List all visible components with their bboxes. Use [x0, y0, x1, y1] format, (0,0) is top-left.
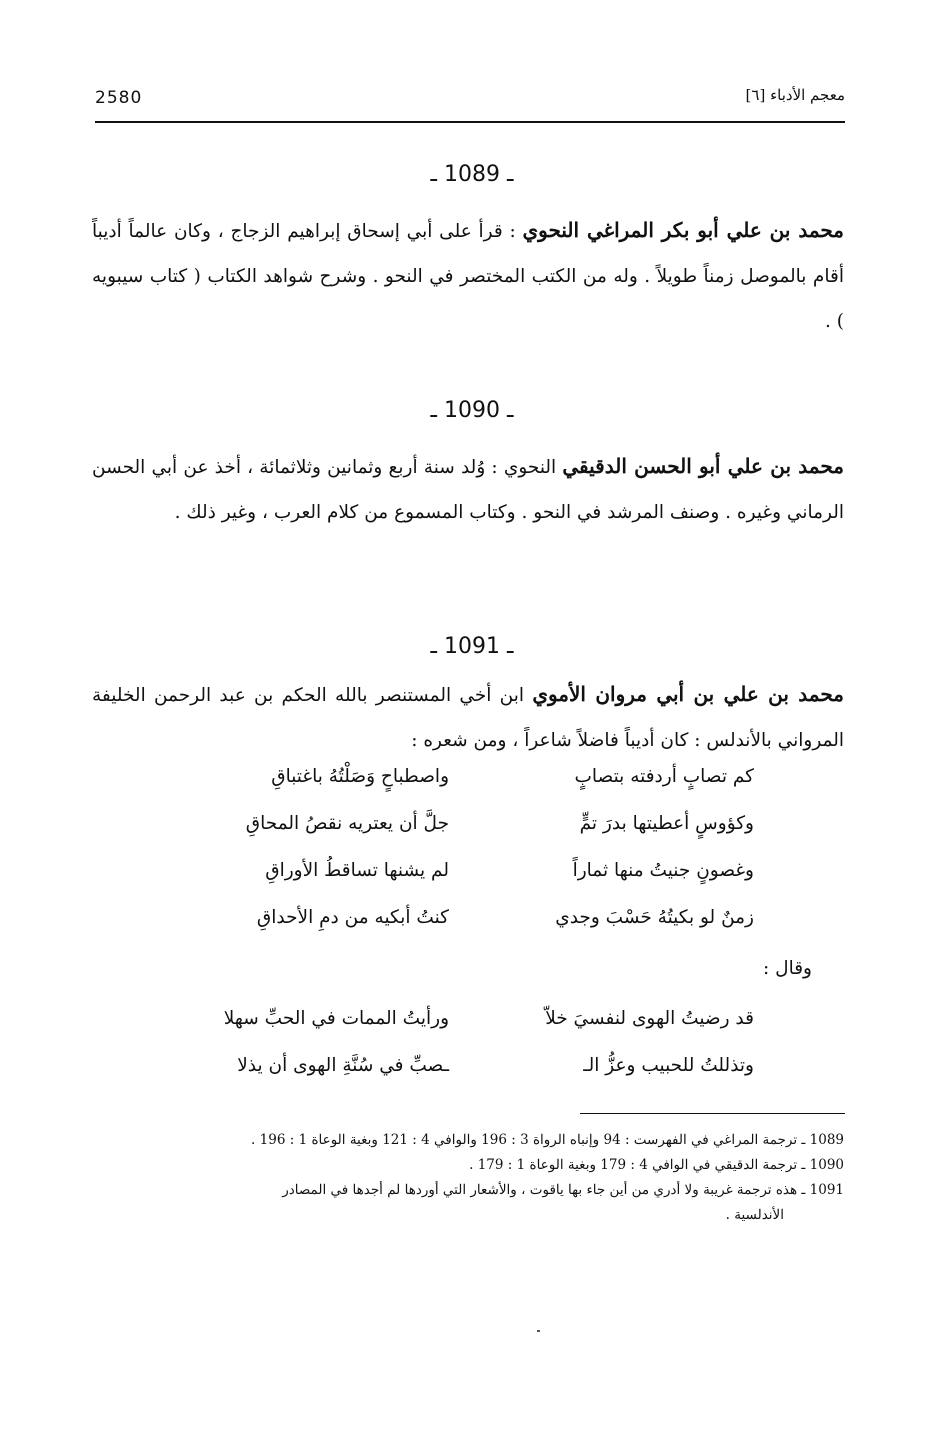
footnote-1091-continued: الأندلسية .	[725, 1207, 784, 1223]
footnote-1090: 1090 ـ ترجمة الدقيقي في الوافي 4 : 179 وبغية الوعاة 1 : 179 .	[469, 1157, 844, 1173]
verse-hemistich-left: كنتُ أبكيه من دمِ الأحداقِ	[256, 907, 449, 928]
entry-1089-text	[92, 208, 844, 344]
verse-line	[92, 1008, 844, 1055]
entry-1090-text	[92, 444, 844, 535]
qala-label: وقال :	[763, 958, 812, 979]
verse-hemistich-left: ـصبِّ في سُنَّةِ الهوى أن يذلا	[237, 1055, 449, 1076]
entry-1089-name: محمد بن علي أبو بكر المراغي النحوي	[522, 218, 844, 242]
entry-number-1090: ـ 1090 ـ	[430, 398, 514, 423]
header-rule	[95, 121, 845, 123]
print-speck	[537, 1330, 540, 1332]
entry-1090-body: النحوي : وُلد سنة أربع وثمانين وثلاثمائة ، أخذ عن أبي الحسن الرماني وغيره . وصنف المرشد في النحو . وكتاب المسموع من كلام العرب ، وغير ذلك .	[92, 457, 844, 523]
verse-line	[92, 860, 844, 907]
verse-hemistich-right: كم تصابٍ أردفته بتصابٍ	[574, 766, 754, 787]
verse-hemistich-left: واصطباحٍ وَصَلْتُهُ باغتباقِ	[271, 766, 449, 787]
entry-1091-body: ابن أخي المستنصر بالله الحكم بن عبد الرحمن الخليفة المرواني بالأندلس : كان أديباً فاضلاً شاعراً ، ومن شعره :	[92, 685, 844, 751]
verse-line	[92, 907, 844, 954]
verse-line	[92, 766, 844, 813]
verse-hemistich-right: وكؤوسٍ أعطيتها بدرَ تمٍّ	[579, 813, 754, 834]
verse-hemistich-right: قد رضيتُ الهوى لنفسيَ خلاّ	[545, 1008, 754, 1029]
footnotes	[92, 1128, 844, 1228]
footnote-1091: 1091 ـ هذه ترجمة غريبة ولا أدري من أين جاء بها ياقوت ، والأشعار التي أوردها لم أجدها في المصادر	[282, 1182, 844, 1198]
poem-1	[92, 766, 844, 954]
verse-hemistich-right: وغصونٍ جنيتُ منها ثماراً	[572, 860, 754, 881]
verse-line	[92, 813, 844, 860]
verse-line	[92, 1055, 844, 1102]
entry-1091-text	[92, 672, 844, 763]
verse-hemistich-right: زمنٌ لو بكيتُهُ حَسْبَ وجدي	[555, 907, 754, 928]
poem-2	[92, 1008, 844, 1102]
verse-hemistich-left: لم يشنها تساقطُ الأوراقِ	[265, 860, 449, 881]
verse-hemistich-left: جلَّ أن يعتريه نقصُ المحاقِ	[245, 813, 449, 834]
entry-number-1091: ـ 1091 ـ	[430, 634, 514, 659]
footnote-1089: 1089 ـ ترجمة المراغي في الفهرست : 94 وإنباه الرواة 3 : 196 والوافي 4 : 121 وبغية الوعاة 1 : 196 .	[251, 1132, 844, 1148]
entry-1091-name: محمد بن علي بن أبي مروان الأموي	[532, 682, 844, 706]
footnote-rule	[580, 1113, 845, 1114]
page-header	[95, 86, 845, 116]
running-title: معجم الأدباء [٦]	[745, 86, 845, 104]
entry-1090-name: محمد بن علي أبو الحسن الدقيقي	[562, 454, 844, 478]
entry-number-1089: ـ 1089 ـ	[430, 162, 514, 187]
entry-1089-body: : قرأ على أبي إسحاق إبراهيم الزجاج ، وكان عالماً أديباً أقام بالموصل زمناً طويلاً . وله من الكتب المختصر في النحو . وشرح شواهد الكتاب ( كتاب سيبويه ) .	[92, 221, 844, 332]
page-number: 2580	[95, 88, 143, 108]
verse-hemistich-left: ورأيتُ الممات في الحبِّ سهلا	[223, 1008, 449, 1029]
verse-hemistich-right: وتذللتُ للحبيب وعزُّ الـ	[583, 1055, 754, 1076]
